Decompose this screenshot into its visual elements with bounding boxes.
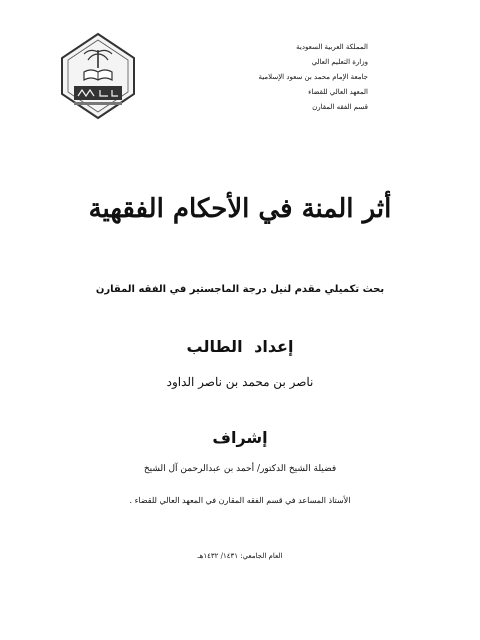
header-line-ministry: وزارة التعليم العالي [311, 58, 368, 66]
student-name: ناصر بن محمد بن ناصر الداود [166, 375, 314, 389]
header-line-institute: المعهد العالي للقضاء [308, 88, 368, 96]
prepared-by-label: إعداد الطالب [186, 337, 294, 356]
supervisor-name: فضيلة الشيخ الدكتور/ أحمد بن عبدالرحمن آل الشيخ [143, 464, 337, 474]
header-line-country: المملكة العربية السعودية [296, 43, 368, 51]
header-line-department: قسم الفقه المقارن [312, 103, 368, 111]
header-line-university: جامعة الإمام محمد بن سعود الإسلامية [258, 73, 368, 81]
supervision-label: إشراف [212, 428, 268, 447]
institution-header [218, 40, 368, 115]
thesis-title: أثر المنة في الأحكام الفقهية [88, 194, 392, 224]
university-emblem-icon [60, 32, 136, 120]
academic-year: العام الجامعي: ١٤٣١/ ١٤٣٢هـ [197, 552, 283, 560]
thesis-subtitle: بحث تكميلي مقدم لنيل درجة الماجستير في الفقه المقارن [95, 284, 385, 295]
supervisor-position: الأستاذ المساعد في قسم الفقه المقارن في المعهد العالي للقضاء . [129, 496, 351, 505]
